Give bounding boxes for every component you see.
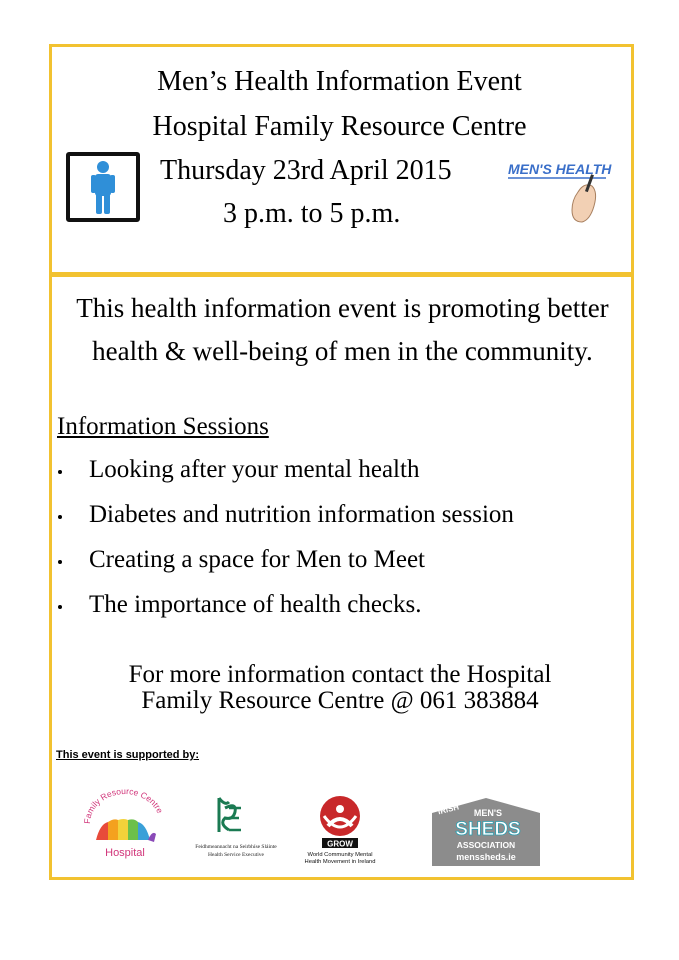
contact-info (60, 662, 620, 714)
grow-logo-line2: Health Movement in Ireland (304, 859, 376, 865)
contact-line-2: Family Resource Centre @ 061 383884 (141, 687, 539, 714)
session-item-label: Diabetes and nutrition information session (89, 501, 514, 528)
person-icon (66, 152, 140, 222)
family-resource-centre-logo (80, 788, 170, 864)
grow-logo-line1: World Community Mental (307, 852, 373, 858)
sheds-logo-association: ASSOCIATION (456, 840, 516, 850)
grow-logo (300, 792, 380, 870)
sheds-logo-mens: MEN'S (473, 808, 503, 818)
bullet-icon (58, 605, 62, 609)
sheds-logo-sheds: SHEDS (455, 819, 521, 840)
bullet-icon (58, 515, 62, 519)
list-item (57, 495, 617, 540)
list-item (57, 540, 617, 585)
event-title: Men’s Health Information Event (157, 66, 522, 97)
sessions-heading: Information Sessions (57, 413, 269, 440)
hse-logo-line1: Feidhmeannacht na Seirbhíse Sláinte (195, 844, 277, 850)
sheds-logo-url: menssheds.ie (456, 852, 516, 862)
event-venue: Hospital Family Resource Centre (152, 111, 527, 142)
sheds-logo-irish: IRISH (436, 802, 460, 817)
hse-logo-line2: Health Service Executive (208, 852, 264, 858)
mens-health-logo (506, 152, 614, 228)
contact-line-1: For more information contact the Hospital (128, 661, 552, 688)
mens-sheds-logo (430, 797, 542, 867)
list-item (57, 585, 617, 630)
svg-text:Family Resource Centre: Family Resource Centre (81, 788, 166, 825)
intro-text: This health information event is promoting better health & well-being of men in the community. (76, 293, 609, 366)
list-item (57, 450, 617, 495)
session-item-label: Looking after your mental health (89, 456, 420, 483)
event-time: 3 p.m. to 5 p.m. (223, 198, 401, 229)
sessions-list (57, 450, 617, 630)
frc-logo-name: Hospital (105, 847, 145, 859)
supported-by-label: This event is supported by: (56, 749, 200, 761)
session-item-label: The importance of health checks. (89, 591, 422, 618)
hse-logo (195, 796, 277, 862)
bullet-icon (58, 470, 62, 474)
mens-health-logo-text: MEN'S HEALTH (508, 161, 612, 177)
grow-logo-name: GROW (327, 839, 353, 849)
bullet-icon (58, 560, 62, 564)
session-item-label: Creating a space for Men to Meet (89, 546, 425, 573)
event-date: Thursday 23rd April 2015 (160, 155, 452, 186)
section-divider (49, 272, 634, 277)
